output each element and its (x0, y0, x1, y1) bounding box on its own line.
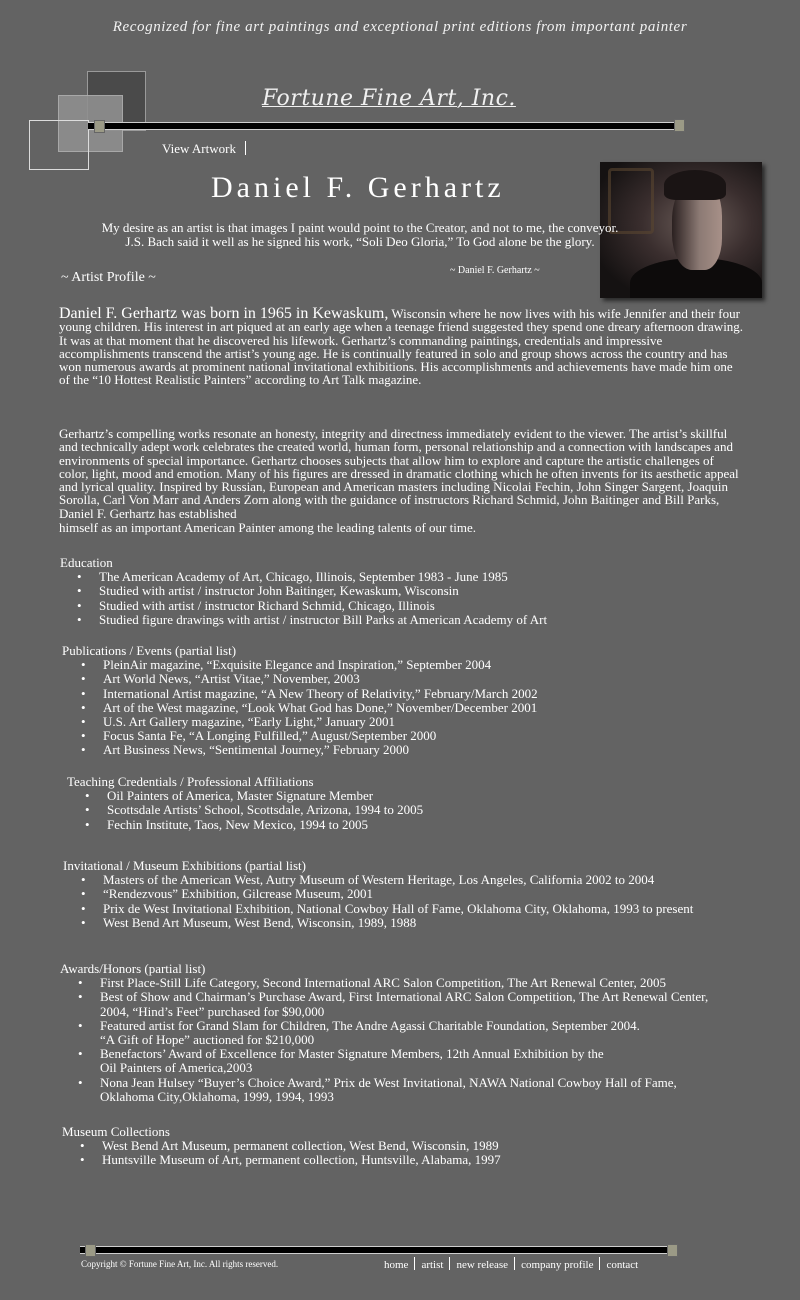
artist-name-heading: Daniel F. Gerhartz (211, 171, 505, 204)
footer-link-home[interactable]: home (384, 1259, 409, 1271)
bio-paragraph (59, 427, 745, 534)
list-item: • The American Academy of Art, Chicago, Illinois, September 1983 - June 1985 (77, 569, 508, 585)
list-item: • Art of the West magazine, “Look What God has Done,” November/December 2001 (81, 699, 538, 715)
list-item: • Focus Santa Fe, “A Longing Fulfilled,” August/September 2000 (81, 728, 437, 744)
list-item: • International Artist magazine, “A New Theory of Relativity,” February/March 2002 (81, 685, 538, 701)
section-heading: Education (60, 555, 113, 570)
list-item-continuation: Oklahoma City,Oklahoma, 1999, 1994, 1993 (100, 1088, 334, 1104)
top-nav (162, 141, 246, 157)
list-item: • Nona Jean Hulsey “Buyer’s Choice Award,” Prix de West Invitational, NAWA National Cowboy Hall of Fame, Oklahoma City,Oklahoma, 1999, 1994, 1993 (100, 1076, 708, 1104)
list-item: • Scottsdale Artists’ School, Scottsdale, Arizona, 1994 to 2005 (85, 802, 424, 818)
list-item-text: Nona Jean Hulsey “Buyer’s Choice Award,” Prix de West Invitational, NAWA National Cowboy Hall of Fame, (100, 1074, 677, 1090)
bar-end-knob (85, 1244, 96, 1257)
list-item-text: Art World News, “Artist Vitae,” November, 2003 (103, 671, 360, 687)
list-item-text: Masters of the American West, Autry Museum of Western Heritage, Los Angeles, California 2002 to 2004 (103, 872, 655, 888)
list-item: • Featured artist for Grand Slam for Children, The Andre Agassi Charitable Foundation, September 2004. “A Gift of Hope” auctioned for $210,000 (100, 1019, 708, 1047)
list-item-text: Fechin Institute, Taos, New Mexico, 1994 to 2005 (107, 816, 368, 832)
awards-section (60, 962, 708, 1104)
site-logo[interactable]: Fortune Fine Art, Inc. (262, 86, 516, 111)
copyright-notice: Copyright © Fortune Fine Art, Inc. All rights reserved. (81, 1259, 279, 1269)
list-item-text: West Bend Art Museum, West Bend, Wisconsin, 1989, 1988 (103, 914, 417, 930)
list-item: • Prix de West Invitational Exhibition, National Cowboy Hall of Fame, Oklahoma City, Oklahoma, 1993 to present (81, 900, 694, 916)
nav-separator (245, 141, 246, 155)
section-heading: Teaching Credentials / Professional Affiliations (67, 774, 314, 789)
list-item-continuation: 2004, “Hind’s Feet” purchased for $90,000 (100, 1003, 325, 1019)
list-item: • Huntsville Museum of Art, permanent collection, Huntsville, Alabama, 1997 (80, 1152, 501, 1168)
invitational-section (63, 859, 693, 930)
footer-link-company-profile[interactable]: company profile (521, 1259, 594, 1271)
list-item-text: Prix de West Invitational Exhibition, National Cowboy Hall of Fame, Oklahoma City, Oklahoma, 1993 to present (103, 900, 694, 916)
list-item-text: Art of the West magazine, “Look What God has Done,” November/December 2001 (103, 699, 538, 715)
list-item-text: Featured artist for Grand Slam for Children, The Andre Agassi Charitable Foundation, September 2004. (100, 1017, 640, 1033)
portrait-hair (664, 170, 726, 200)
bio-text: Wisconsin where he now lives with his wife Jennifer and their four young children. His interest in art piqued at an early age when a teenage friend suggested they spend one dreary afternoon drawing. It was at that moment that he discovered his lifework. Gerhartz’s commanding paintings, credentials and impressive accomplishments transcend the artist’s young age. He is continually featured in solo and group shows across the country and has won numerous awards at prominent national invitational exhibitions. His accomplishments and achievements have made him one of the “10 Hottest Realistic Painters” according to Art Talk magazine. (59, 306, 744, 388)
list-item: • PleinAir magazine, “Exquisite Elegance and Inspiration,” September 2004 (81, 657, 492, 673)
decorative-square (29, 120, 89, 170)
list-item: • “Rendezvous” Exhibition, Gilcrease Museum, 2001 (81, 886, 374, 902)
bar-end-knob (667, 1244, 678, 1257)
list-item: • Best of Show and Chairman’s Purchase Award, First International ARC Salon Competition, The Art Renewal Center, 2004, “Hind’s Feet” purchased for $90,000 (78, 989, 709, 1019)
list-item-text: First Place-Still Life Category, Second International ARC Salon Competition, The Art Renewal Center, 2005 (100, 975, 666, 991)
quote-line: My desire as an artist is that images I paint would point to the Creator, and not to me, the conveyor. (101, 220, 619, 235)
list-item-text: International Artist magazine, “A New Theory of Relativity,” February/March 2002 (103, 685, 538, 701)
list-item-continuation: “A Gift of Hope” auctioned for $210,000 (100, 1032, 315, 1048)
footer-nav (384, 1257, 638, 1271)
footer-link-artist[interactable]: artist (421, 1259, 444, 1271)
footer-link-contact[interactable]: contact (606, 1259, 639, 1271)
list-item-text: Focus Santa Fe, “A Longing Fulfilled,” August/September 2000 (103, 728, 437, 744)
teaching-section (67, 775, 423, 832)
bio-text: himself as an important American Painter among the leading talents of our time. (59, 520, 476, 536)
list-item-text: U.S. Art Gallery magazine, “Early Light,” January 2001 (103, 714, 396, 730)
quote-signature: ~ Daniel F. Gerhartz ~ (450, 265, 540, 276)
section-heading: Awards/Honors (partial list) (60, 961, 206, 976)
list-item: • First Place-Still Life Category, Second International ARC Salon Competition, The Art Renewal Center, 2005 (78, 975, 666, 991)
list-item: • U.S. Art Gallery magazine, “Early Light,” January 2001 (81, 714, 396, 730)
bar-end-knob (674, 119, 685, 132)
list-item-text: West Bend Art Museum, permanent collection, West Bend, Wisconsin, 1989 (102, 1138, 499, 1154)
footer-divider-bar (80, 1246, 678, 1254)
section-heading: Publications / Events (partial list) (62, 643, 237, 658)
list-item: • Art World News, “Artist Vitae,” November, 2003 (81, 671, 360, 687)
bio-text: Gerhartz’s compelling works resonate an honesty, integrity and directness immediately evident to the viewer. The artist’s skillful and technically adept work celebrates the created world, human form, personal relationship and a connection with landscapes and environments of special importance. Gerhartz chooses subjects that allow him to explore and capture the artistic challenges of color, light, mood and emotion. Many of his figures are dressed in dramatic clothing which he often invents for its aesthetic appeal and lyrical quality. Inspired by Russian, European and American masters including Nicolai Fechin, John Singer Sargent, Joaquin Sorolla, Carl Von Marr and Anders Zorn along with the guidance of instructors Richard Schmid, John Baitinger and Bill Parks, Daniel F. Gerhartz has established (59, 426, 739, 521)
artist-profile-heading: ~ Artist Profile ~ (61, 270, 156, 285)
list-item-text: The American Academy of Art, Chicago, Illinois, September 1983 - June 1985 (99, 569, 508, 585)
list-item-text: Oil Painters of America, Master Signature Member (107, 788, 374, 804)
nav-separator (449, 1257, 450, 1270)
list-item: • Art Business News, “Sentimental Journey,” February 2000 (81, 742, 410, 758)
nav-separator (514, 1257, 515, 1270)
list-item-text: Benefactors’ Award of Excellence for Master Signature Members, 12th Annual Exhibition by the (100, 1046, 604, 1062)
list-item-text: Huntsville Museum of Art, permanent collection, Huntsville, Alabama, 1997 (102, 1152, 501, 1168)
list-item: • Masters of the American West, Autry Museum of Western Heritage, Los Angeles, California 2002 to 2004 (81, 872, 655, 888)
list-item: • Studied with artist / instructor John Baitinger, Kewaskum, Wisconsin (77, 583, 459, 599)
section-heading: Museum Collections (62, 1124, 170, 1139)
museum-collections-section (62, 1125, 501, 1168)
list-item-text: Studied with artist / instructor Richard Schmid, Chicago, Illinois (99, 597, 435, 613)
list-item: • Studied with artist / instructor Richard Schmid, Chicago, Illinois (77, 597, 435, 613)
list-item-text: “Rendezvous” Exhibition, Gilcrease Museum, 2001 (103, 886, 374, 902)
list-item-text: Studied figure drawings with artist / instructor Bill Parks at American Academy of Art (99, 611, 548, 627)
list-item-text: Studied with artist / instructor John Baitinger, Kewaskum, Wisconsin (99, 583, 459, 599)
nav-separator (414, 1257, 415, 1270)
nav-view-artwork-link[interactable]: View Artwork (162, 141, 236, 156)
list-item: • Fechin Institute, Taos, New Mexico, 1994 to 2005 (85, 816, 368, 832)
list-item: • Benefactors’ Award of Excellence for Master Signature Members, 12th Annual Exhibition by the Oil Painters of America,2003 (100, 1047, 708, 1075)
list-item: • West Bend Art Museum, permanent collection, West Bend, Wisconsin, 1989 (80, 1138, 499, 1154)
list-item: • Oil Painters of America, Master Signature Member (85, 788, 374, 804)
artist-quote (60, 221, 660, 249)
list-item-text: Best of Show and Chairman’s Purchase Award, First International ARC Salon Competition, The Art Renewal Center, (100, 989, 709, 1005)
tagline: Recognized for fine art paintings and exceptional print editions from important painter (112, 19, 688, 35)
header-divider-bar (88, 122, 680, 130)
list-item-text: Art Business News, “Sentimental Journey,” February 2000 (103, 742, 410, 758)
publications-section (62, 644, 538, 758)
nav-separator (599, 1257, 600, 1270)
quote-line: J.S. Bach said it well as he signed his work, “Soli Deo Gloria,” To God alone be the glory. (125, 234, 595, 249)
bio-lead: Daniel F. Gerhartz was born in 1965 in Kewaskum, (59, 305, 389, 322)
list-item-text: PleinAir magazine, “Exquisite Elegance and Inspiration,” September 2004 (103, 657, 492, 673)
list-item: • Studied figure drawings with artist / instructor Bill Parks at American Academy of Art (77, 611, 548, 627)
list-item-continuation: Oil Painters of America,2003 (100, 1060, 253, 1076)
list-item: • West Bend Art Museum, West Bend, Wisconsin, 1989, 1988 (81, 914, 417, 930)
bio-paragraph (59, 307, 745, 387)
list-item-text: Scottsdale Artists’ School, Scottsdale, Arizona, 1994 to 2005 (107, 802, 424, 818)
bar-end-knob (94, 120, 105, 133)
section-heading: Invitational / Museum Exhibitions (partial list) (63, 858, 306, 873)
education-section (60, 556, 547, 627)
footer-link-new-release[interactable]: new release (456, 1259, 509, 1271)
